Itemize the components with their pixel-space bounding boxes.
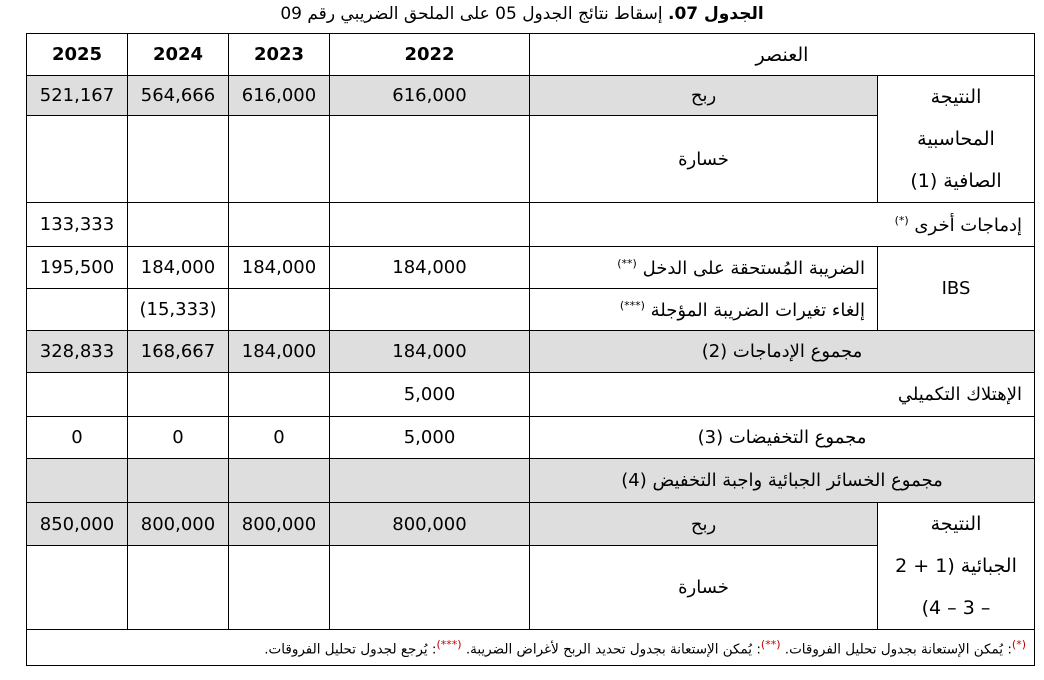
tax-due-text: الضريبة المُستحقة على الدخل (642, 257, 865, 279)
footnote-mark-3: (***) (619, 298, 645, 312)
total-additions-2025: 328,833 (27, 331, 128, 373)
header-row (27, 34, 1035, 76)
footnote-mark-2: (**) (617, 256, 637, 270)
table-row (27, 247, 1035, 289)
extra-depreciation-2022: 5,000 (330, 373, 530, 417)
fiscal-profit-2022: 800,000 (330, 503, 530, 546)
total-deductions-2023: 0 (229, 417, 330, 459)
net-result-line1: النتيجة (930, 86, 982, 108)
footnote-row (27, 630, 1035, 666)
net-loss-2023 (229, 116, 330, 203)
fiscal-loss-label: خسارة (530, 546, 878, 630)
footnote-mark-2-note: (**) (760, 637, 781, 651)
cancel-deferred-text: إلغاء تغيرات الضريبة المؤجلة (650, 299, 865, 321)
other-additions-2023 (229, 203, 330, 247)
table-row (27, 373, 1035, 417)
other-additions-2022 (330, 203, 530, 247)
caption-number: الجدول 07. (668, 4, 764, 24)
footnote-text-1: : يُمكن الإستعانة بجدول تحليل الفروقات. (780, 641, 1012, 658)
footnote-mark-3-note: (***) (436, 637, 462, 651)
total-additions-label: مجموع الإدماجات (2) (530, 331, 1035, 373)
table-caption (0, 0, 1044, 30)
other-additions-text: إدماجات أخرى (914, 214, 1022, 236)
footnote-text-3: : يُرجع لجدول تحليل الفروقات. (264, 641, 437, 658)
net-loss-2024 (128, 116, 229, 203)
net-result-line3: الصافية (1) (910, 170, 1002, 192)
extra-depreciation-2023 (229, 373, 330, 417)
fiscal-loss-2024 (128, 546, 229, 630)
header-2025: 2025 (27, 34, 128, 76)
tax-due-2024: 184,000 (128, 247, 229, 289)
table-row (27, 203, 1035, 247)
net-loss-2025 (27, 116, 128, 203)
total-deductions-2025: 0 (27, 417, 128, 459)
caption-text: إسقاط نتائج الجدول 05 على الملحق الضريبي رقم 09 (280, 4, 668, 24)
cancel-2023 (229, 289, 330, 331)
tax-due-2025: 195,500 (27, 247, 128, 289)
header-element: العنصر (530, 34, 1035, 76)
cancel-2022 (330, 289, 530, 331)
net-profit-2024: 564,666 (128, 76, 229, 116)
tax-losses-label: مجموع الخسائر الجبائية واجبة التخفيض (4) (530, 459, 1035, 503)
fiscal-result-line1: النتيجة (930, 513, 982, 535)
net-result-line2: المحاسبية (917, 128, 995, 150)
tax-losses-2022 (330, 459, 530, 503)
table-row (27, 503, 1035, 546)
net-result-label (878, 76, 1035, 203)
ibs-label: IBS (878, 247, 1035, 331)
fiscal-loss-2022 (330, 546, 530, 630)
fiscal-profit-2025: 850,000 (27, 503, 128, 546)
table-row (27, 459, 1035, 503)
table-row (27, 417, 1035, 459)
extra-depreciation-2025 (27, 373, 128, 417)
total-additions-2024: 168,667 (128, 331, 229, 373)
header-2022: 2022 (330, 34, 530, 76)
cancel-deferred-label (530, 289, 878, 331)
extra-depreciation-2024 (128, 373, 229, 417)
tax-due-label (530, 247, 878, 289)
fiscal-result-line3: – 3 – 4) (921, 597, 991, 619)
footnote-mark-1: (*) (894, 213, 909, 227)
extra-depreciation-label: الإهتلاك التكميلي (530, 373, 1035, 417)
tax-due-2023: 184,000 (229, 247, 330, 289)
total-additions-2022: 184,000 (330, 331, 530, 373)
net-profit-label: ربح (530, 76, 878, 116)
other-additions-label (530, 203, 1035, 247)
net-profit-2023: 616,000 (229, 76, 330, 116)
fiscal-loss-2023 (229, 546, 330, 630)
footnote (27, 630, 1035, 666)
tax-losses-2024 (128, 459, 229, 503)
other-additions-2024 (128, 203, 229, 247)
footnote-mark-1-note: (*) (1011, 637, 1026, 651)
net-loss-2022 (330, 116, 530, 203)
header-2024: 2024 (128, 34, 229, 76)
fiscal-profit-2024: 800,000 (128, 503, 229, 546)
total-additions-2023: 184,000 (229, 331, 330, 373)
tax-losses-2025 (27, 459, 128, 503)
tax-due-2022: 184,000 (330, 247, 530, 289)
tax-losses-2023 (229, 459, 330, 503)
net-profit-2022: 616,000 (330, 76, 530, 116)
net-loss-label: خسارة (530, 116, 878, 203)
tax-projection-table (26, 33, 1035, 666)
cancel-2024: (15,333) (128, 289, 229, 331)
fiscal-result-label (878, 503, 1035, 630)
total-deductions-label: مجموع التخفيضات (3) (530, 417, 1035, 459)
header-2023: 2023 (229, 34, 330, 76)
table-row (27, 331, 1035, 373)
table-row (27, 76, 1035, 116)
total-deductions-2022: 5,000 (330, 417, 530, 459)
fiscal-profit-2023: 800,000 (229, 503, 330, 546)
cancel-2025 (27, 289, 128, 331)
total-deductions-2024: 0 (128, 417, 229, 459)
net-profit-2025: 521,167 (27, 76, 128, 116)
fiscal-result-line2: الجبائية (1 + 2 (895, 555, 1017, 577)
other-additions-2025: 133,333 (27, 203, 128, 247)
footnote-text-2: : يُمكن الإستعانة بجدول تحديد الربح لأغراض الضريبة. (461, 641, 761, 658)
fiscal-loss-2025 (27, 546, 128, 630)
fiscal-profit-label: ربح (530, 503, 878, 546)
